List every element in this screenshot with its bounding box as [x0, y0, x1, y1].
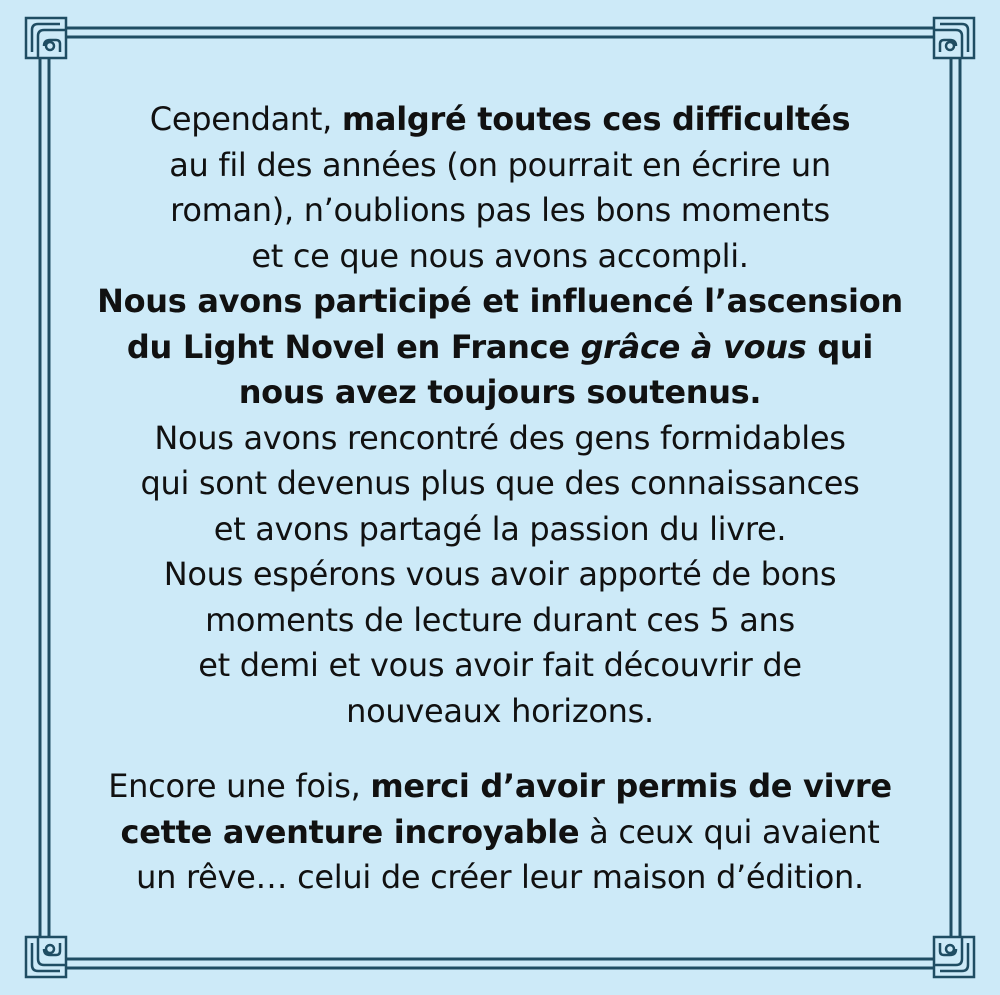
line: Nous avons participé et influencé l’ascension: [97, 282, 903, 320]
corner-ornament-icon-bottom-right: [934, 937, 974, 977]
line: nouveaux horizons.: [346, 691, 654, 730]
line: un rêve… celui de créer leur maison d’édition.: [136, 858, 864, 896]
line: au fil des années (on pourrait en écrire un: [169, 145, 831, 184]
line: et avons partagé la passion du livre.: [213, 509, 787, 548]
line: Cependant, malgré toutes ces difficultés: [149, 100, 851, 138]
line: cette aventure incroyable à ceux qui avaient: [120, 812, 880, 851]
line: du Light Novel en France grâce à vous qui: [126, 327, 874, 366]
line: qui sont devenus plus que des connaissances: [140, 464, 860, 502]
line: et ce que nous avons accompli.: [251, 236, 749, 275]
message-body: [70, 97, 930, 901]
line: et demi et vous avoir fait découvrir de: [198, 646, 802, 684]
line: Nous espérons vous avoir apporté de bons: [163, 555, 837, 593]
line: Encore une fois, merci d’avoir permis de vivre: [108, 767, 892, 805]
line: Nous avons rencontré des gens formidables: [154, 418, 846, 457]
corner-ornament-icon-bottom-left: [26, 937, 66, 977]
paragraph-spacer: [70, 734, 930, 764]
corner-ornament-icon-top-left: [26, 18, 66, 58]
line: moments de lecture durant ces 5 ans: [205, 600, 795, 639]
line: roman), n’oublions pas les bons moments: [170, 191, 830, 229]
corner-ornament-icon-top-right: [934, 18, 974, 58]
line: nous avez toujours soutenus.: [238, 373, 762, 411]
